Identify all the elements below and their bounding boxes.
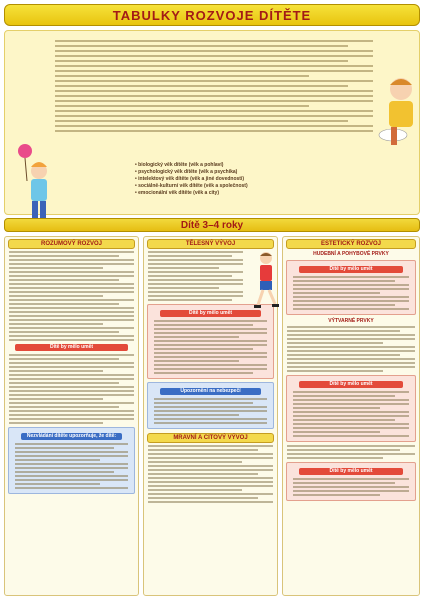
warning-box (8, 427, 135, 494)
subheading: Dítě by mělo umět (299, 381, 403, 388)
skills-box (286, 462, 416, 501)
skills-box (286, 260, 416, 315)
subheading: Upozornění na nebezpečí (160, 388, 261, 395)
child-eating-illustration (375, 73, 421, 153)
body-text (287, 445, 415, 459)
age-section-banner (4, 218, 420, 232)
column-heading: ESTETICKÝ ROZVOJ (286, 239, 416, 249)
column-heading: ROZUMOVÝ ROZVOJ (8, 239, 135, 249)
subheading: Dítě by mělo umět (160, 310, 261, 317)
subsection-title: VÝTVARNÉ PRVKY (328, 318, 374, 324)
subheading: Dítě by mělo umět (299, 266, 403, 273)
section-title: Dítě 3–4 roky (180, 220, 244, 231)
column-cognitive-development (4, 236, 139, 596)
skills-list (9, 354, 134, 424)
list-item: • psychologický věk dítěte (věk a psychika) (135, 169, 238, 175)
moral-emotional-text (148, 445, 273, 503)
skills-box (147, 304, 274, 379)
intro-text (55, 37, 373, 135)
warning-box (147, 382, 274, 429)
column-heading: MRAVNÍ A CITOVÝ VÝVOJ (147, 433, 274, 443)
title-banner (4, 4, 420, 26)
subheading: Dítě by mělo umět (299, 468, 403, 475)
running-boy-illustration (250, 250, 280, 310)
age-types-list (135, 161, 375, 197)
list-item: • emocionální věk dítěte (věk a city) (135, 190, 220, 196)
page-title: TABULKY ROZVOJE DÍTĚTE (112, 8, 312, 23)
skills-box (286, 375, 416, 442)
list-item: • biologický věk dítěte (věk a pohlaví) (135, 162, 224, 168)
column-heading: TĚLESNÝ VÝVOJ (147, 239, 274, 249)
art-text (287, 326, 415, 372)
list-item: • sociálně-kulturní věk dítěte (věk a společnost) (135, 183, 248, 189)
column-aesthetic-development (282, 236, 420, 596)
subsection-title: HUDEBNÍ A POHYBOVÉ PRVKY (313, 251, 389, 257)
subheading: Nezvládání dítěte upozorňuje, že dítě: (21, 433, 122, 440)
subheading: Dítě by mělo umět (15, 344, 128, 351)
motor-skills-text (148, 271, 243, 301)
list-item: • intelektový věk dítěte (věk a jiné dovednosti) (135, 176, 245, 182)
body-text (9, 251, 134, 341)
intro-panel (4, 30, 420, 215)
body-text (148, 251, 243, 269)
